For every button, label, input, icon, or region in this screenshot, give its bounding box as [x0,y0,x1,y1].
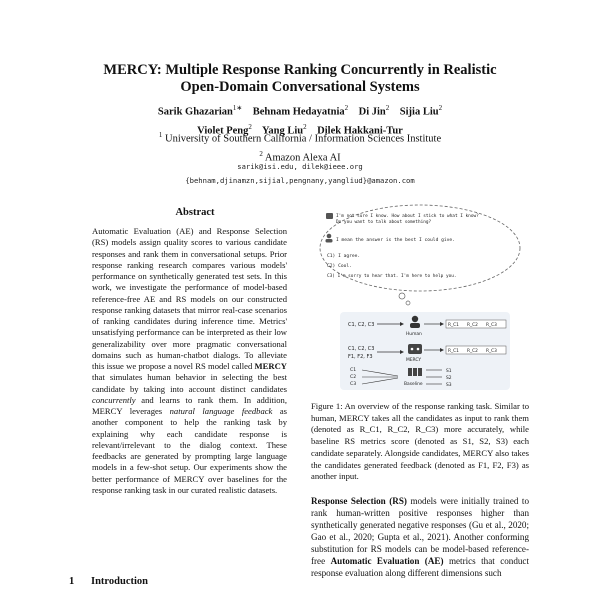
svg-text:R_C3: R_C3 [486,349,497,354]
abstract-body: Automatic Evaluation (AE) and Response Selection (RS) models assign quality scores to various candidate responses and rank them in conversational setups. Prior response ranking research compares various models' performance on synthetically generated test sets. In this work, we investigate the performance of model-based reference-free AE and RS models on our constructed response ranking datasets that mirror real-case scenarios of ranking candidates during inference time. Metrics' unsatisfying performance can be interpreted as their low generalizability over more pragmatic conversational domains such as human-chatbot dialogs. To alleviate this issue we propose a novel RS model called MERCY that simulates human behavior in selecting the best candidate by taking into account distinct candidates concurrently and learns to rank them. In addition, MERCY leverages natural language feedback as another component to help the ranking task by explaining why each candidate response is relevant/irrelevant to the dialog context. These feedbacks are generated by prompting large language models in a few-shot setup. Our experiments show the better performance of MERCY over baselines for the response ranking task in our curated realistic datasets. [92,226,288,495]
paper-title [0,62,600,96]
author: Sarik Ghazarian [157,106,233,118]
author: Yang Liu [262,125,304,136]
author: Dilek Hakkani-Tur [317,125,403,136]
user-icon [327,234,332,239]
bubble-line-2: Do you want to talk about something? [336,220,432,225]
baseline-icon [408,368,412,376]
affiliation-2: Amazon Alexa AI [264,152,341,163]
affiliations: $^1$ University of Southern California / Information Sciences Institute $^2$ Amazon Alexa AI [158,131,442,163]
affiliation-1: University of Southern California / Information Sciences Institute [164,133,442,145]
body-text-right: Response Selection (RS) models were initially trained to rank human-written positive responses higher than synthetically generated negative responses (Gu et al., 2020; Gao et al., 2020; Gupta et al., 2021). Another conforming substitution for RS models can be model-based reference-free Automatic Evaluation (AE) metrics that conduct response evaluation along different dimensions such [311,496,529,578]
svg-text:S2: S2 [446,376,452,381]
svg-text:C1, C2, C3: C1, C2, C3 [348,322,375,328]
svg-text:S3: S3 [446,383,452,388]
section-heading-introduction: 1 Introduction [69,576,148,587]
title-line-2: Open-Domain Conversational Systems [180,79,420,95]
email-line-2: {behnam,djinamzn,sijial,pengnany,yangliud}@amazon.com [185,176,415,185]
figure-1-overview [312,200,528,392]
author: Sijia Liu [399,106,439,118]
author: Behnam Hedayatnia [252,106,345,118]
bubble-line-1: I'm not sure I know. How about I stick to what I know? [336,214,479,219]
bot-icon [326,213,333,219]
svg-text:Human: Human [406,332,422,337]
svg-text:Baseline: Baseline [404,382,423,387]
svg-text:C2: C2 [350,375,357,380]
svg-text:C1, C2, C3: C1, C2, C3 [348,346,375,352]
svg-text:R_C2: R_C2 [467,349,478,354]
svg-text:MERCY: MERCY [406,358,422,363]
author: Violet Peng [197,125,249,136]
title-line-1: MERCY: Multiple Response Ranking Concurrently in Realistic [103,62,497,78]
abstract-heading: Abstract [175,207,215,218]
human-icon [412,316,418,322]
candidate-c3: C3) I'm sorry to hear that. I'm here to help you. [327,274,457,279]
figure-1-caption: Figure 1: An overview of the response ranking task. Similar to human, MERCY takes all the candidates as input to rank them (denoted as R_C1, R_C2, R_C3) more accurately, while baseline RS metrics score (denoted as S1, S2, S3) each candidate separately. Alongside candidates, MERCY also takes the candidates generated feedback (denoted as F1, F2, F3) as another input. [311,401,529,482]
svg-text:R_C1: R_C1 [448,349,459,354]
author-list: Sarik Ghazarian$^{1∗}$ Behnam Hedayatnia$^2$ Di Jin$^2$ Sijia Liu$^2$ Violet Peng$^2$ Yang Liu$^2$ Dilek Hakkani-Tur [157,104,443,136]
svg-text:R_C3: R_C3 [486,323,497,328]
candidate-c2: C2) Cool. [327,264,352,269]
svg-text:R_C1: R_C1 [448,323,459,328]
svg-text:S1: S1 [446,369,452,374]
svg-text:C3: C3 [350,382,357,387]
email-line-1: sarik@isi.edu, dilek@ieee.org [237,162,363,171]
svg-text:F1, F2, F3: F1, F2, F3 [348,354,373,360]
svg-text:R_C2: R_C2 [467,323,478,328]
author: Di Jin [358,106,386,118]
emails [0,160,600,188]
svg-text:C1: C1 [350,368,357,373]
user-line: I mean the answer is the best I could give. [336,238,455,243]
mercy-icon [408,344,422,354]
candidate-c1: C1) I agree. [327,254,361,259]
